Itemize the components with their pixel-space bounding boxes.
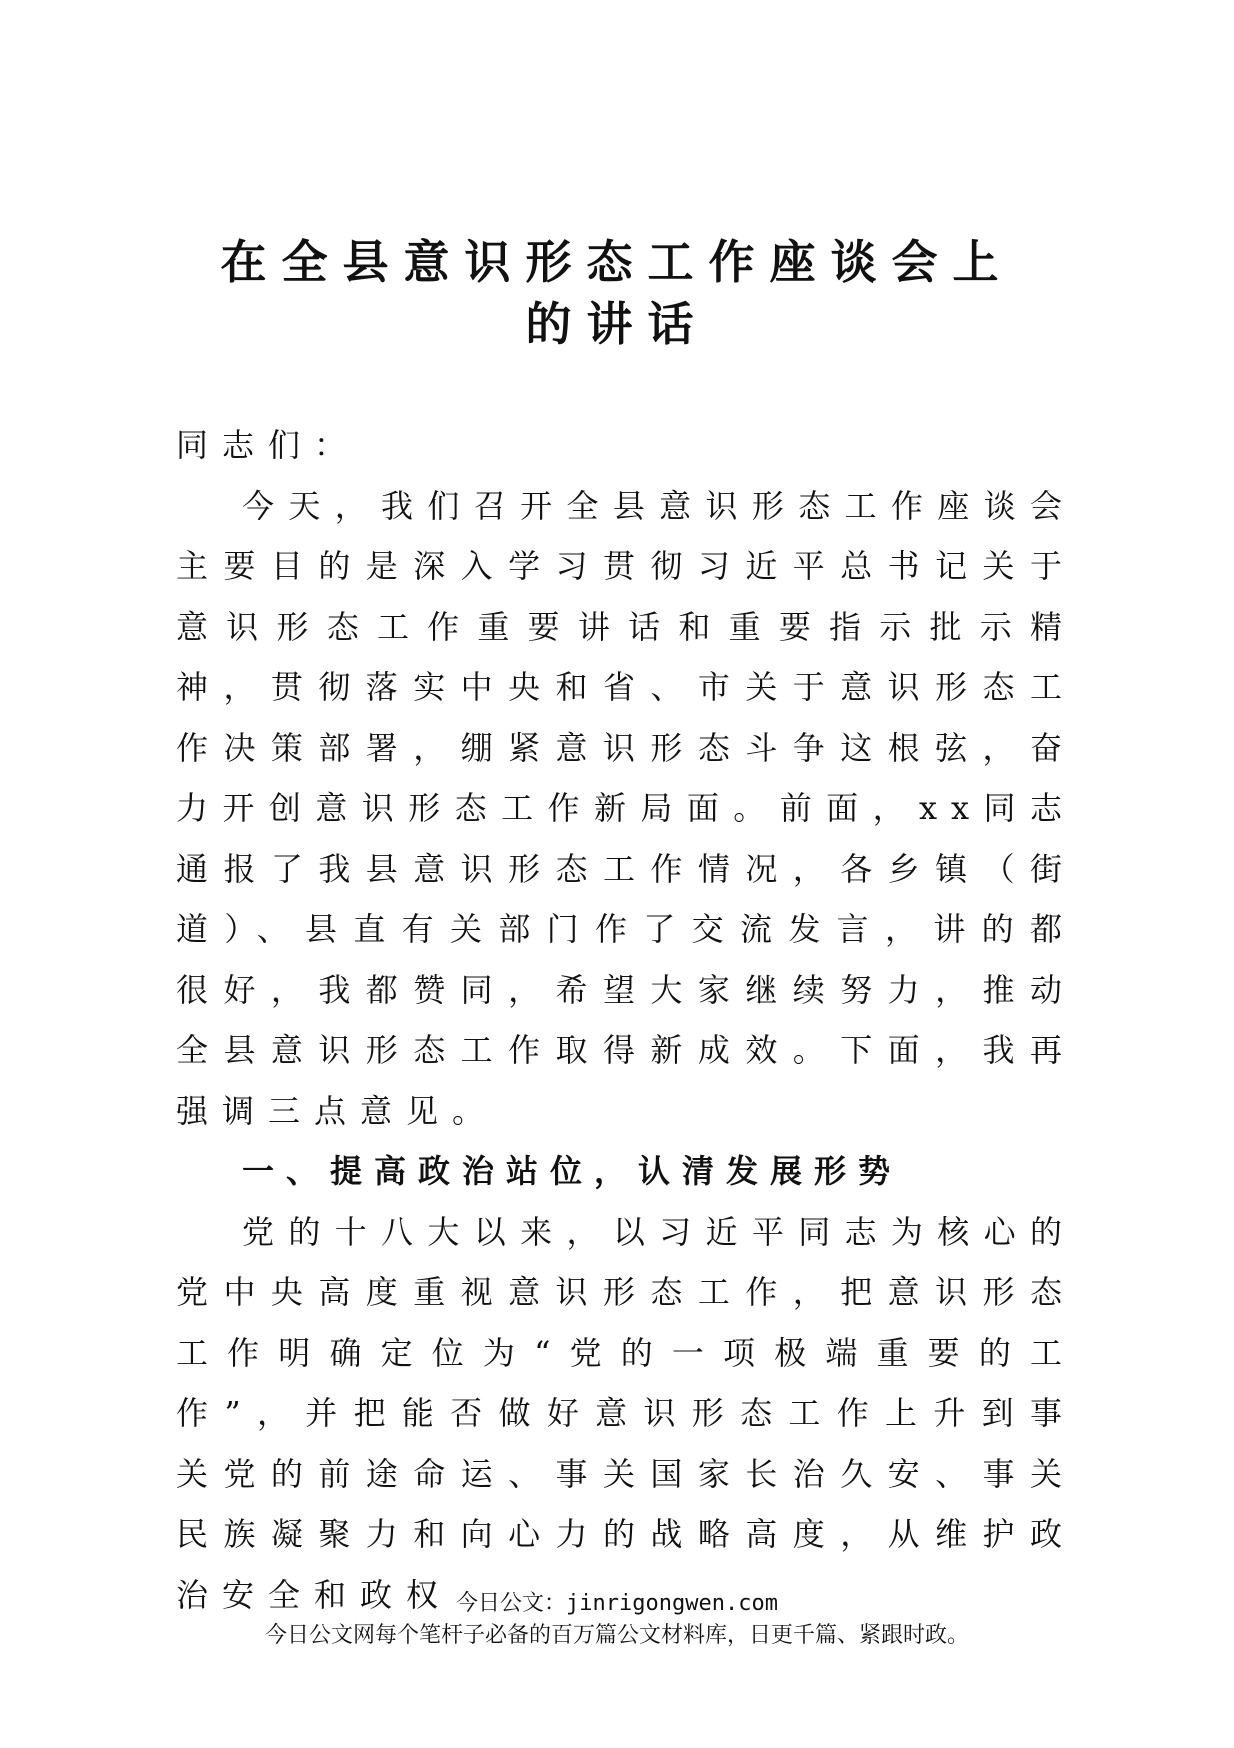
document-title-line2: 的讲话 <box>525 297 709 351</box>
paragraph-2: 党的十八大以来，以习近平同志为核心的党中央高度重视意识形态工作，把意识形态工作明确定位为“党的一项极端重要的工作”，并把能否做好意识形态工作上升到事关党的前途命运、事关国家长治久安、事关民族凝聚力和向心力的战略高度，从维护政治安全和政权 <box>176 1212 1076 1614</box>
salutation: 同志们： <box>176 426 361 464</box>
footer-site-label: 今日公文： <box>456 1591 567 1616</box>
document-body <box>176 415 1076 1625</box>
document-title-line1: 在全县意识形态工作座谈会上 <box>220 235 1014 289</box>
paragraph-1: 今天，我们召开全县意识形态工作座谈会主要目的是深入学习贯彻习近平总书记关于意识形态工作重要讲话和重要指示批示精神，贯彻落实中央和省、市关于意识形态工作决策部署，绷紧意识形态斗争这根弦，奋力开创意识形态工作新局面。前面，xx同志通报了我县意识形态工作情况，各乡镇（街道）、县直有关部门作了交流发言，讲的都很好，我都赞同，希望大家继续努力，推动全县意识形态工作取得新成效。下面，我再强调三点意见。 <box>176 486 1076 1130</box>
footer-site-url[interactable]: jinrigongwen.com <box>566 1591 778 1616</box>
footer-site-line <box>0 1586 1234 1617</box>
section-heading-1: 一、提高政治站位，认清发展形势 <box>242 1152 903 1190</box>
footer-tagline: 今日公文网每个笔杆子必备的百万篇公文材料库，日更千篇、紧跟时政。 <box>264 1623 969 1648</box>
